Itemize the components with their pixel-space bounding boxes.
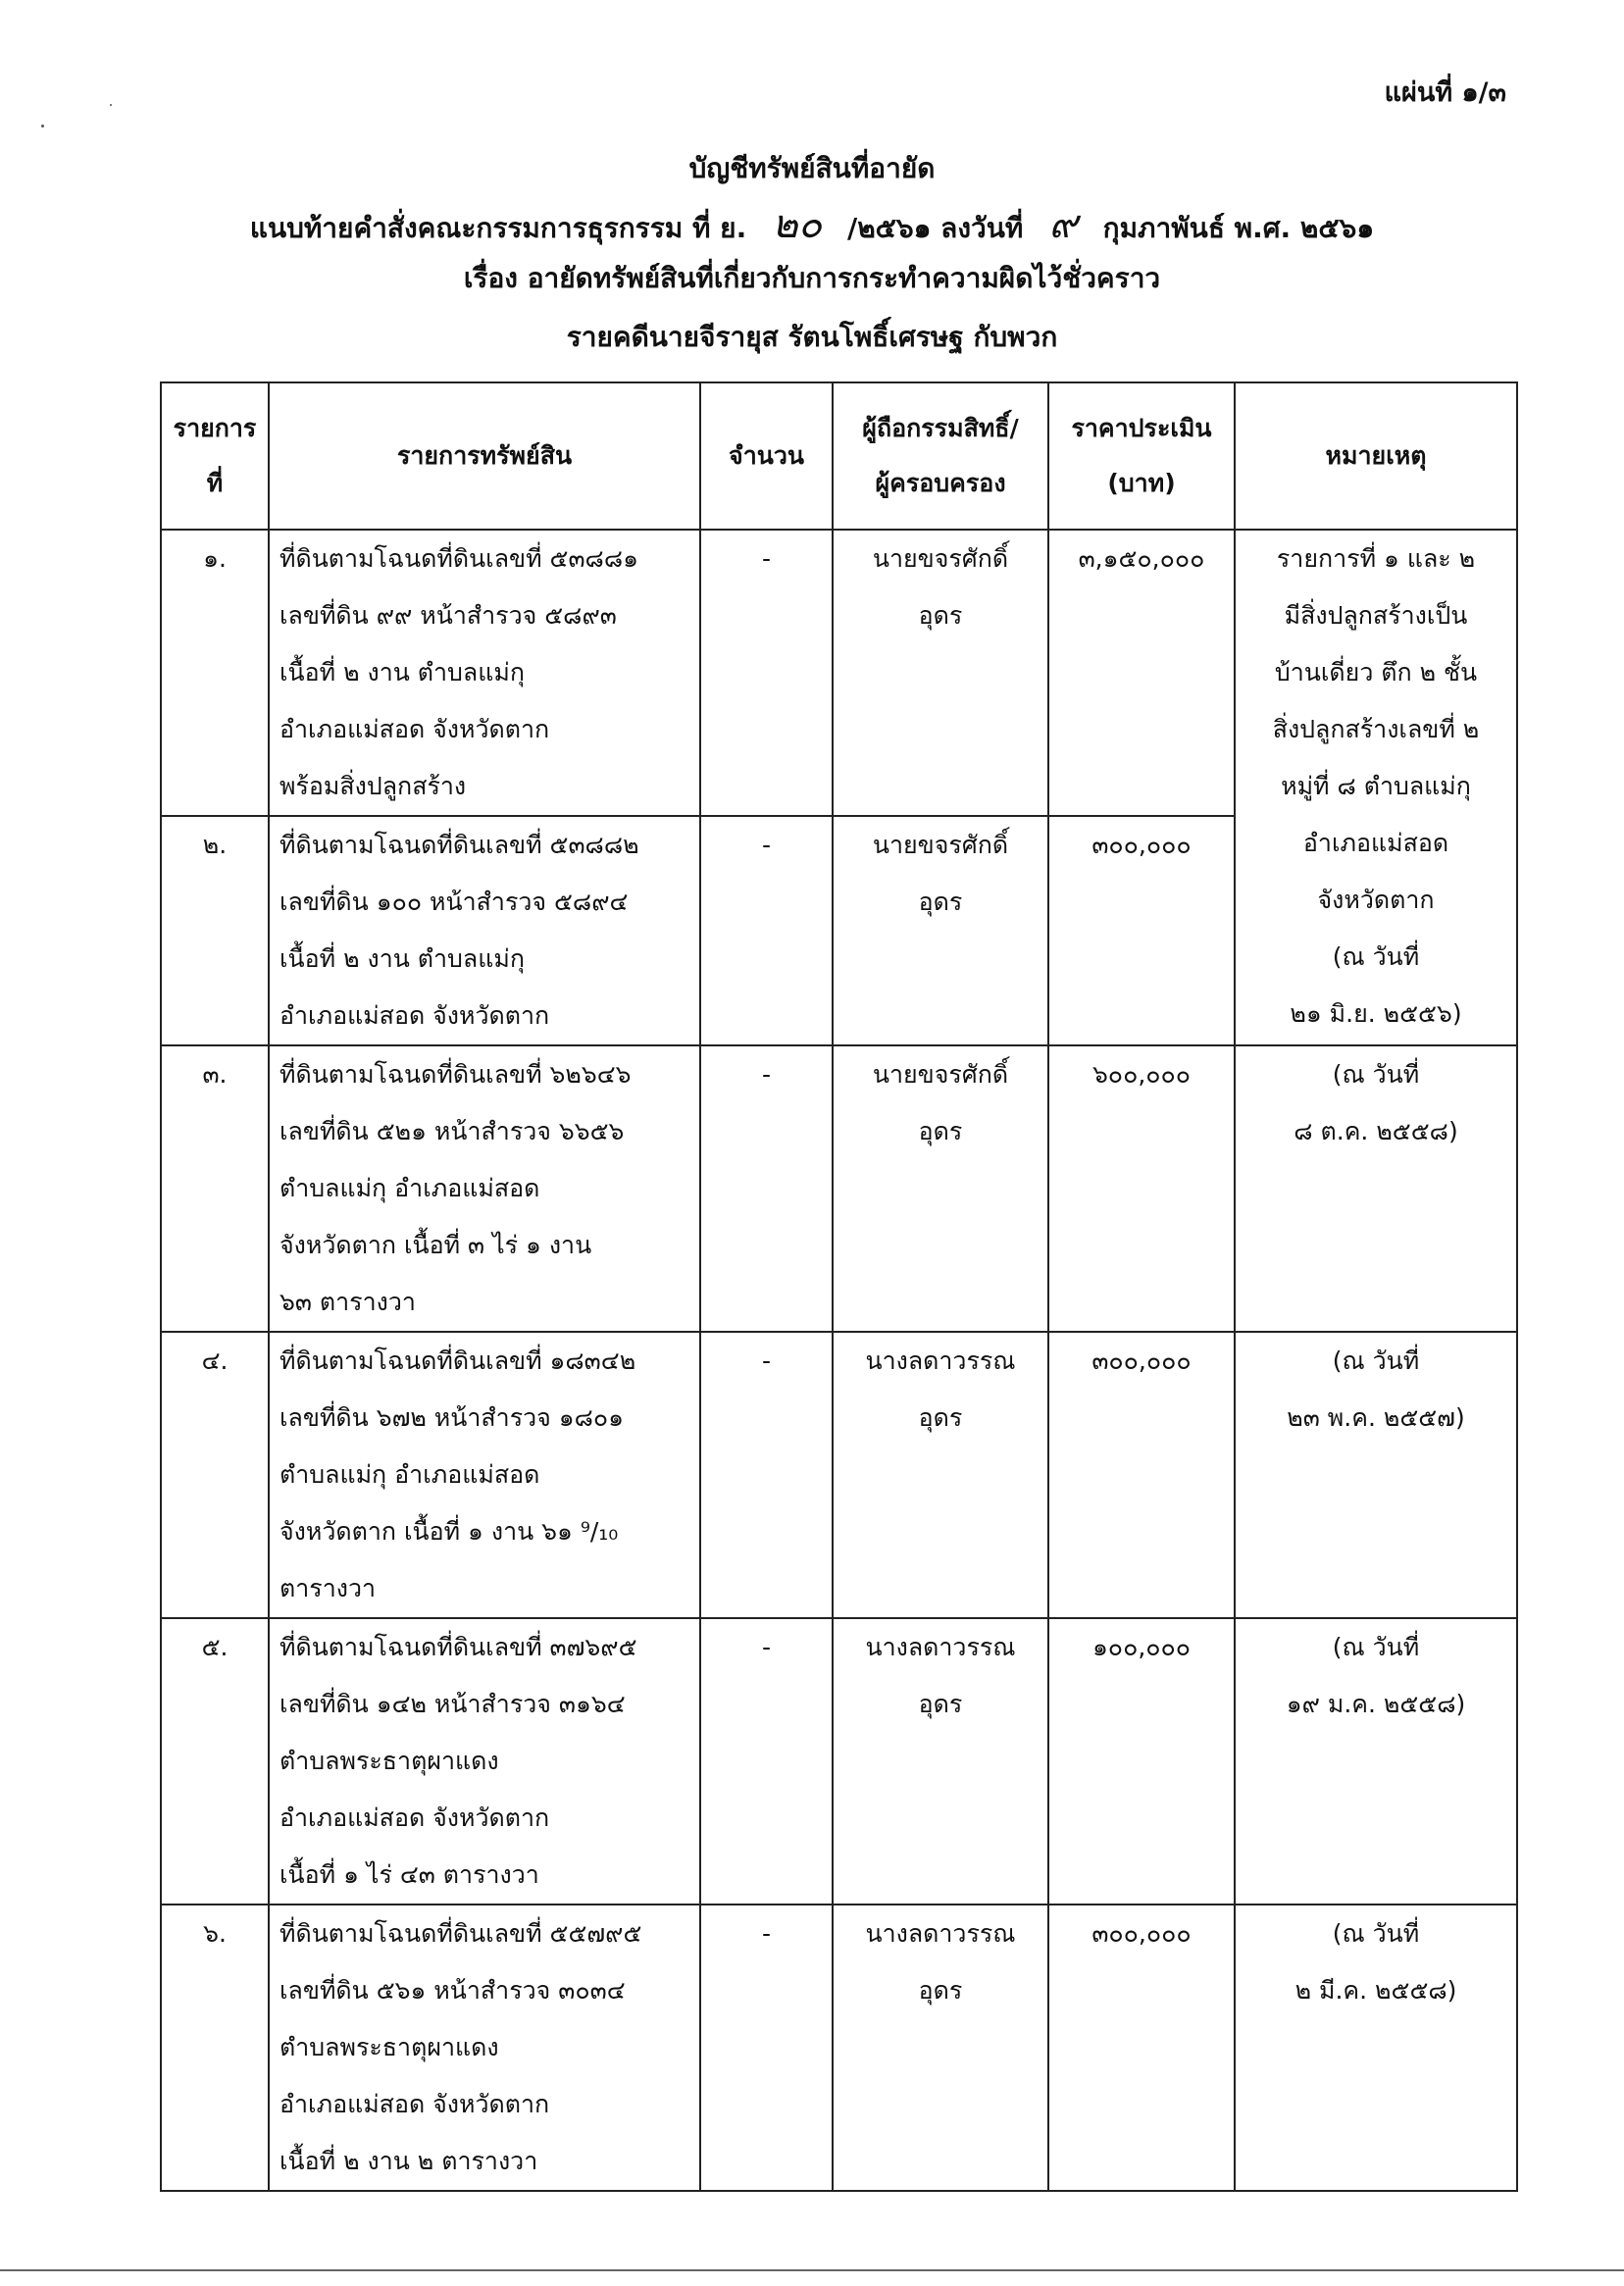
asset-description-cell <box>269 1045 700 1332</box>
owner-cell <box>833 1332 1048 1618</box>
remarks-cell <box>1235 1332 1517 1618</box>
asset-description-line: เลขที่ดิน ๑๐๐ หน้าสำรวจ ๕๘๙๔ <box>279 888 629 916</box>
item-number: ๕. <box>201 1633 228 1661</box>
header-text: ราคาประเมิน <box>1071 414 1212 442</box>
asset-description-line: เลขที่ดิน ๖๗๒ หน้าสำรวจ ๑๘๐๑ <box>279 1403 625 1432</box>
owner-name-line: นายขจรศักดิ์ <box>872 1060 1009 1089</box>
asset-description-line: เนื้อที่ ๒ งาน ตำบลแม่กุ <box>279 658 525 686</box>
asset-description-line: ที่ดินตามโฉนดที่ดินเลขที่ ๓๗๖๙๕ <box>279 1633 637 1661</box>
remarks-cell <box>1235 1045 1517 1332</box>
owner-name-line: อุดร <box>918 1976 963 2005</box>
quantity-value: - <box>761 1633 772 1661</box>
asset-table <box>160 381 1518 2192</box>
item-number: ๓. <box>202 1060 228 1089</box>
appraised-price-cell <box>1048 1332 1235 1618</box>
order-reference-mid: /๒๕๖๑ ลงวันที่ <box>847 212 1024 244</box>
table-row <box>161 530 1517 816</box>
asset-description-line: เลขที่ดิน ๕๖๑ หน้าสำรวจ ๓๐๓๔ <box>279 1976 626 2005</box>
remarks-line: สิ่งปลูกสร้างเลขที่ ๒ <box>1272 715 1480 743</box>
remarks-line: ๑๙ ม.ค. ๒๕๕๘) <box>1286 1690 1466 1718</box>
table-row <box>161 1332 1517 1618</box>
quantity-value: - <box>761 831 772 859</box>
asset-description-line: เลขที่ดิน ๕๒๑ หน้าสำรวจ ๖๖๕๖ <box>279 1117 625 1145</box>
asset-description-line: ที่ดินตามโฉนดที่ดินเลขที่ ๖๒๖๔๖ <box>279 1060 632 1089</box>
remarks-line: หมู่ที่ ๘ ตำบลแม่กุ <box>1281 772 1471 800</box>
asset-description-line: ที่ดินตามโฉนดที่ดินเลขที่ ๕๓๘๘๒ <box>279 831 639 859</box>
appraised-price-value: ๓๐๐,๐๐๐ <box>1091 831 1192 859</box>
appraised-price-cell <box>1048 530 1235 816</box>
remarks-line: (ณ วันที่ <box>1332 942 1420 971</box>
item-number: ๑. <box>203 544 227 573</box>
appraised-price-cell <box>1048 1045 1235 1332</box>
table-row <box>161 1618 1517 1905</box>
asset-description-line: ตำบลแม่กุ อำเภอแม่สอด <box>279 1174 540 1202</box>
asset-description-line: อำเภอแม่สอด จังหวัดตาก <box>279 1803 550 1832</box>
owner-cell <box>833 530 1048 816</box>
quantity-cell <box>700 1905 833 2191</box>
document-title: บัญชีทรัพย์สินที่อายัด <box>688 152 936 184</box>
table-header-row <box>161 382 1517 530</box>
item-number-cell <box>161 816 269 1045</box>
table-row <box>161 1905 1517 2191</box>
asset-description-line: จังหวัดตาก เนื้อที่ ๑ งาน ๖๑ ⁹/₁₀ <box>279 1517 619 1546</box>
owner-cell <box>833 1905 1048 2191</box>
quantity-value: - <box>761 1346 772 1375</box>
owner-name-line: อุดร <box>918 1117 963 1145</box>
owner-cell <box>833 1618 1048 1905</box>
header-text: รายการ <box>173 414 257 442</box>
asset-description-line: อำเภอแม่สอด จังหวัดตาก <box>279 715 550 743</box>
owner-name-line: นายขจรศักดิ์ <box>872 544 1009 573</box>
appraised-price-cell <box>1048 816 1235 1045</box>
page-bottom-rule <box>0 2269 1624 2271</box>
owner-name-line: อุดร <box>918 888 963 916</box>
remarks-line: ๒ มี.ค. ๒๕๕๘) <box>1294 1976 1457 2005</box>
sheet-number: แผ่นที่ ๑/๓ <box>1384 77 1506 108</box>
column-header-appraised-price <box>1048 382 1235 530</box>
asset-description-line: เนื้อที่ ๒ งาน ๒ ตารางวา <box>279 2147 538 2175</box>
handwritten-order-number: ๒๐ <box>772 202 822 247</box>
remarks-line: จังหวัดตาก <box>1317 886 1435 914</box>
remarks-line: (ณ วันที่ <box>1332 1346 1420 1375</box>
asset-description-line: ตำบลแม่กุ อำเภอแม่สอด <box>279 1460 540 1489</box>
appraised-price-cell <box>1048 1905 1235 2191</box>
asset-description-cell <box>269 1332 700 1618</box>
owner-name-line: นางลดาวรรณ <box>865 1346 1016 1375</box>
asset-description-cell <box>269 816 700 1045</box>
scan-speck <box>110 104 112 106</box>
owner-cell <box>833 816 1048 1045</box>
asset-description-cell <box>269 1905 700 2191</box>
appraised-price-value: ๓,๑๕๐,๐๐๐ <box>1078 544 1205 573</box>
asset-description-line: ตำบลพระธาตุผาแดง <box>279 1747 499 1775</box>
asset-description-line: ตารางวา <box>279 1574 377 1602</box>
asset-description-line: ตำบลพระธาตุผาแดง <box>279 2033 499 2061</box>
asset-description-line: ที่ดินตามโฉนดที่ดินเลขที่ ๕๓๘๘๑ <box>279 544 638 573</box>
remarks-line: ๘ ต.ค. ๒๕๕๘) <box>1294 1117 1458 1145</box>
owner-name-line: นายขจรศักดิ์ <box>872 831 1009 859</box>
quantity-cell <box>700 530 833 816</box>
remarks-line: (ณ วันที่ <box>1332 1919 1420 1948</box>
asset-description-line: ที่ดินตามโฉนดที่ดินเลขที่ ๑๘๓๔๒ <box>279 1346 636 1375</box>
remarks-cell-shared <box>1235 530 1517 1045</box>
item-number: ๖. <box>203 1919 227 1948</box>
remarks-line: ๒๑ มิ.ย. ๒๕๕๖) <box>1290 999 1462 1028</box>
remarks-line: มีสิ่งปลูกสร้างเป็น <box>1284 601 1468 630</box>
quantity-cell <box>700 1332 833 1618</box>
owner-name-line: อุดร <box>918 1403 963 1432</box>
column-header-owner <box>833 382 1048 530</box>
appraised-price-value: ๑๐๐,๐๐๐ <box>1091 1633 1192 1661</box>
item-number-cell <box>161 1618 269 1905</box>
appraised-price-value: ๓๐๐,๐๐๐ <box>1091 1346 1192 1375</box>
column-header-quantity: จำนวน <box>700 382 833 530</box>
asset-description-line: จังหวัดตาก เนื้อที่ ๓ ไร่ ๑ งาน <box>279 1231 592 1259</box>
asset-description-line: เลขที่ดิน ๑๔๒ หน้าสำรวจ ๓๑๖๔ <box>279 1690 626 1718</box>
asset-description-line: อำเภอแม่สอด จังหวัดตาก <box>279 2090 550 2118</box>
quantity-cell <box>700 1045 833 1332</box>
case-name: รายคดีนายจีรายุส รัตนโพธิ์เศรษฐ กับพวก <box>566 321 1058 353</box>
handwritten-order-day: ๙ <box>1048 202 1078 247</box>
owner-name-line: อุดร <box>918 601 963 630</box>
table-row <box>161 1045 1517 1332</box>
remarks-line: (ณ วันที่ <box>1332 1633 1420 1661</box>
asset-description-line: เลขที่ดิน ๙๙ หน้าสำรวจ ๕๘๙๓ <box>279 601 617 630</box>
remarks-cell <box>1235 1905 1517 2191</box>
quantity-value: - <box>761 1060 772 1089</box>
document-subject: เรื่อง อายัดทรัพย์สินที่เกี่ยวกับการกระทำความผิดไว้ชั่วคราว <box>463 262 1161 294</box>
quantity-cell <box>700 1618 833 1905</box>
owner-name-line: อุดร <box>918 1690 963 1718</box>
header-text: ผู้ครอบครอง <box>875 469 1006 497</box>
quantity-value: - <box>761 1919 772 1948</box>
remarks-line: รายการที่ ๑ และ ๒ <box>1276 544 1476 573</box>
remarks-line: บ้านเดี่ยว ตึก ๒ ชั้น <box>1274 658 1478 686</box>
item-number: ๒. <box>202 831 228 859</box>
asset-description-line: เนื้อที่ ๒ งาน ตำบลแม่กุ <box>279 944 525 973</box>
header-text: (บาท) <box>1107 469 1176 497</box>
item-number: ๔. <box>201 1346 228 1375</box>
order-reference <box>0 192 1624 255</box>
item-number-cell <box>161 1905 269 2191</box>
appraised-price-value: ๖๐๐,๐๐๐ <box>1091 1060 1192 1089</box>
order-reference-prefix: แนบท้ายคำสั่งคณะกรรมการธุรกรรม ที่ ย. <box>249 212 747 244</box>
asset-description-cell <box>269 530 700 816</box>
asset-description-line: พร้อมสิ่งปลูกสร้าง <box>279 772 467 800</box>
remarks-line: (ณ วันที่ <box>1332 1060 1420 1089</box>
column-header-item-no <box>161 382 269 530</box>
order-reference-suffix: กุมภาพันธ์ พ.ศ. ๒๕๖๑ <box>1102 212 1375 244</box>
asset-description-line: ๖๓ ตารางวา <box>279 1288 416 1316</box>
quantity-cell <box>700 816 833 1045</box>
owner-name-line: นางลดาวรรณ <box>865 1633 1016 1661</box>
remarks-line: อำเภอแม่สอด <box>1302 829 1449 857</box>
header-text: ผู้ถือกรรมสิทธิ์/ <box>862 414 1019 442</box>
appraised-price-cell <box>1048 1618 1235 1905</box>
item-number-cell <box>161 530 269 816</box>
asset-description-line: อำเภอแม่สอด จังหวัดตาก <box>279 1001 550 1030</box>
appraised-price-value: ๓๐๐,๐๐๐ <box>1091 1919 1192 1948</box>
scan-speck <box>41 125 44 127</box>
asset-description-cell <box>269 1618 700 1905</box>
remarks-cell <box>1235 1618 1517 1905</box>
column-header-description: รายการทรัพย์สิน <box>269 382 700 530</box>
column-header-remarks: หมายเหตุ <box>1235 382 1517 530</box>
remarks-line: ๒๓ พ.ค. ๒๕๕๗) <box>1287 1403 1465 1432</box>
quantity-value: - <box>761 544 772 573</box>
asset-description-line: เนื้อที่ ๑ ไร่ ๔๓ ตารางวา <box>279 1860 539 1889</box>
header-text: ที่ <box>206 469 224 497</box>
owner-cell <box>833 1045 1048 1332</box>
item-number-cell <box>161 1045 269 1332</box>
owner-name-line: นางลดาวรรณ <box>865 1919 1016 1948</box>
asset-description-line: ที่ดินตามโฉนดที่ดินเลขที่ ๕๕๗๙๕ <box>279 1919 642 1948</box>
item-number-cell <box>161 1332 269 1618</box>
